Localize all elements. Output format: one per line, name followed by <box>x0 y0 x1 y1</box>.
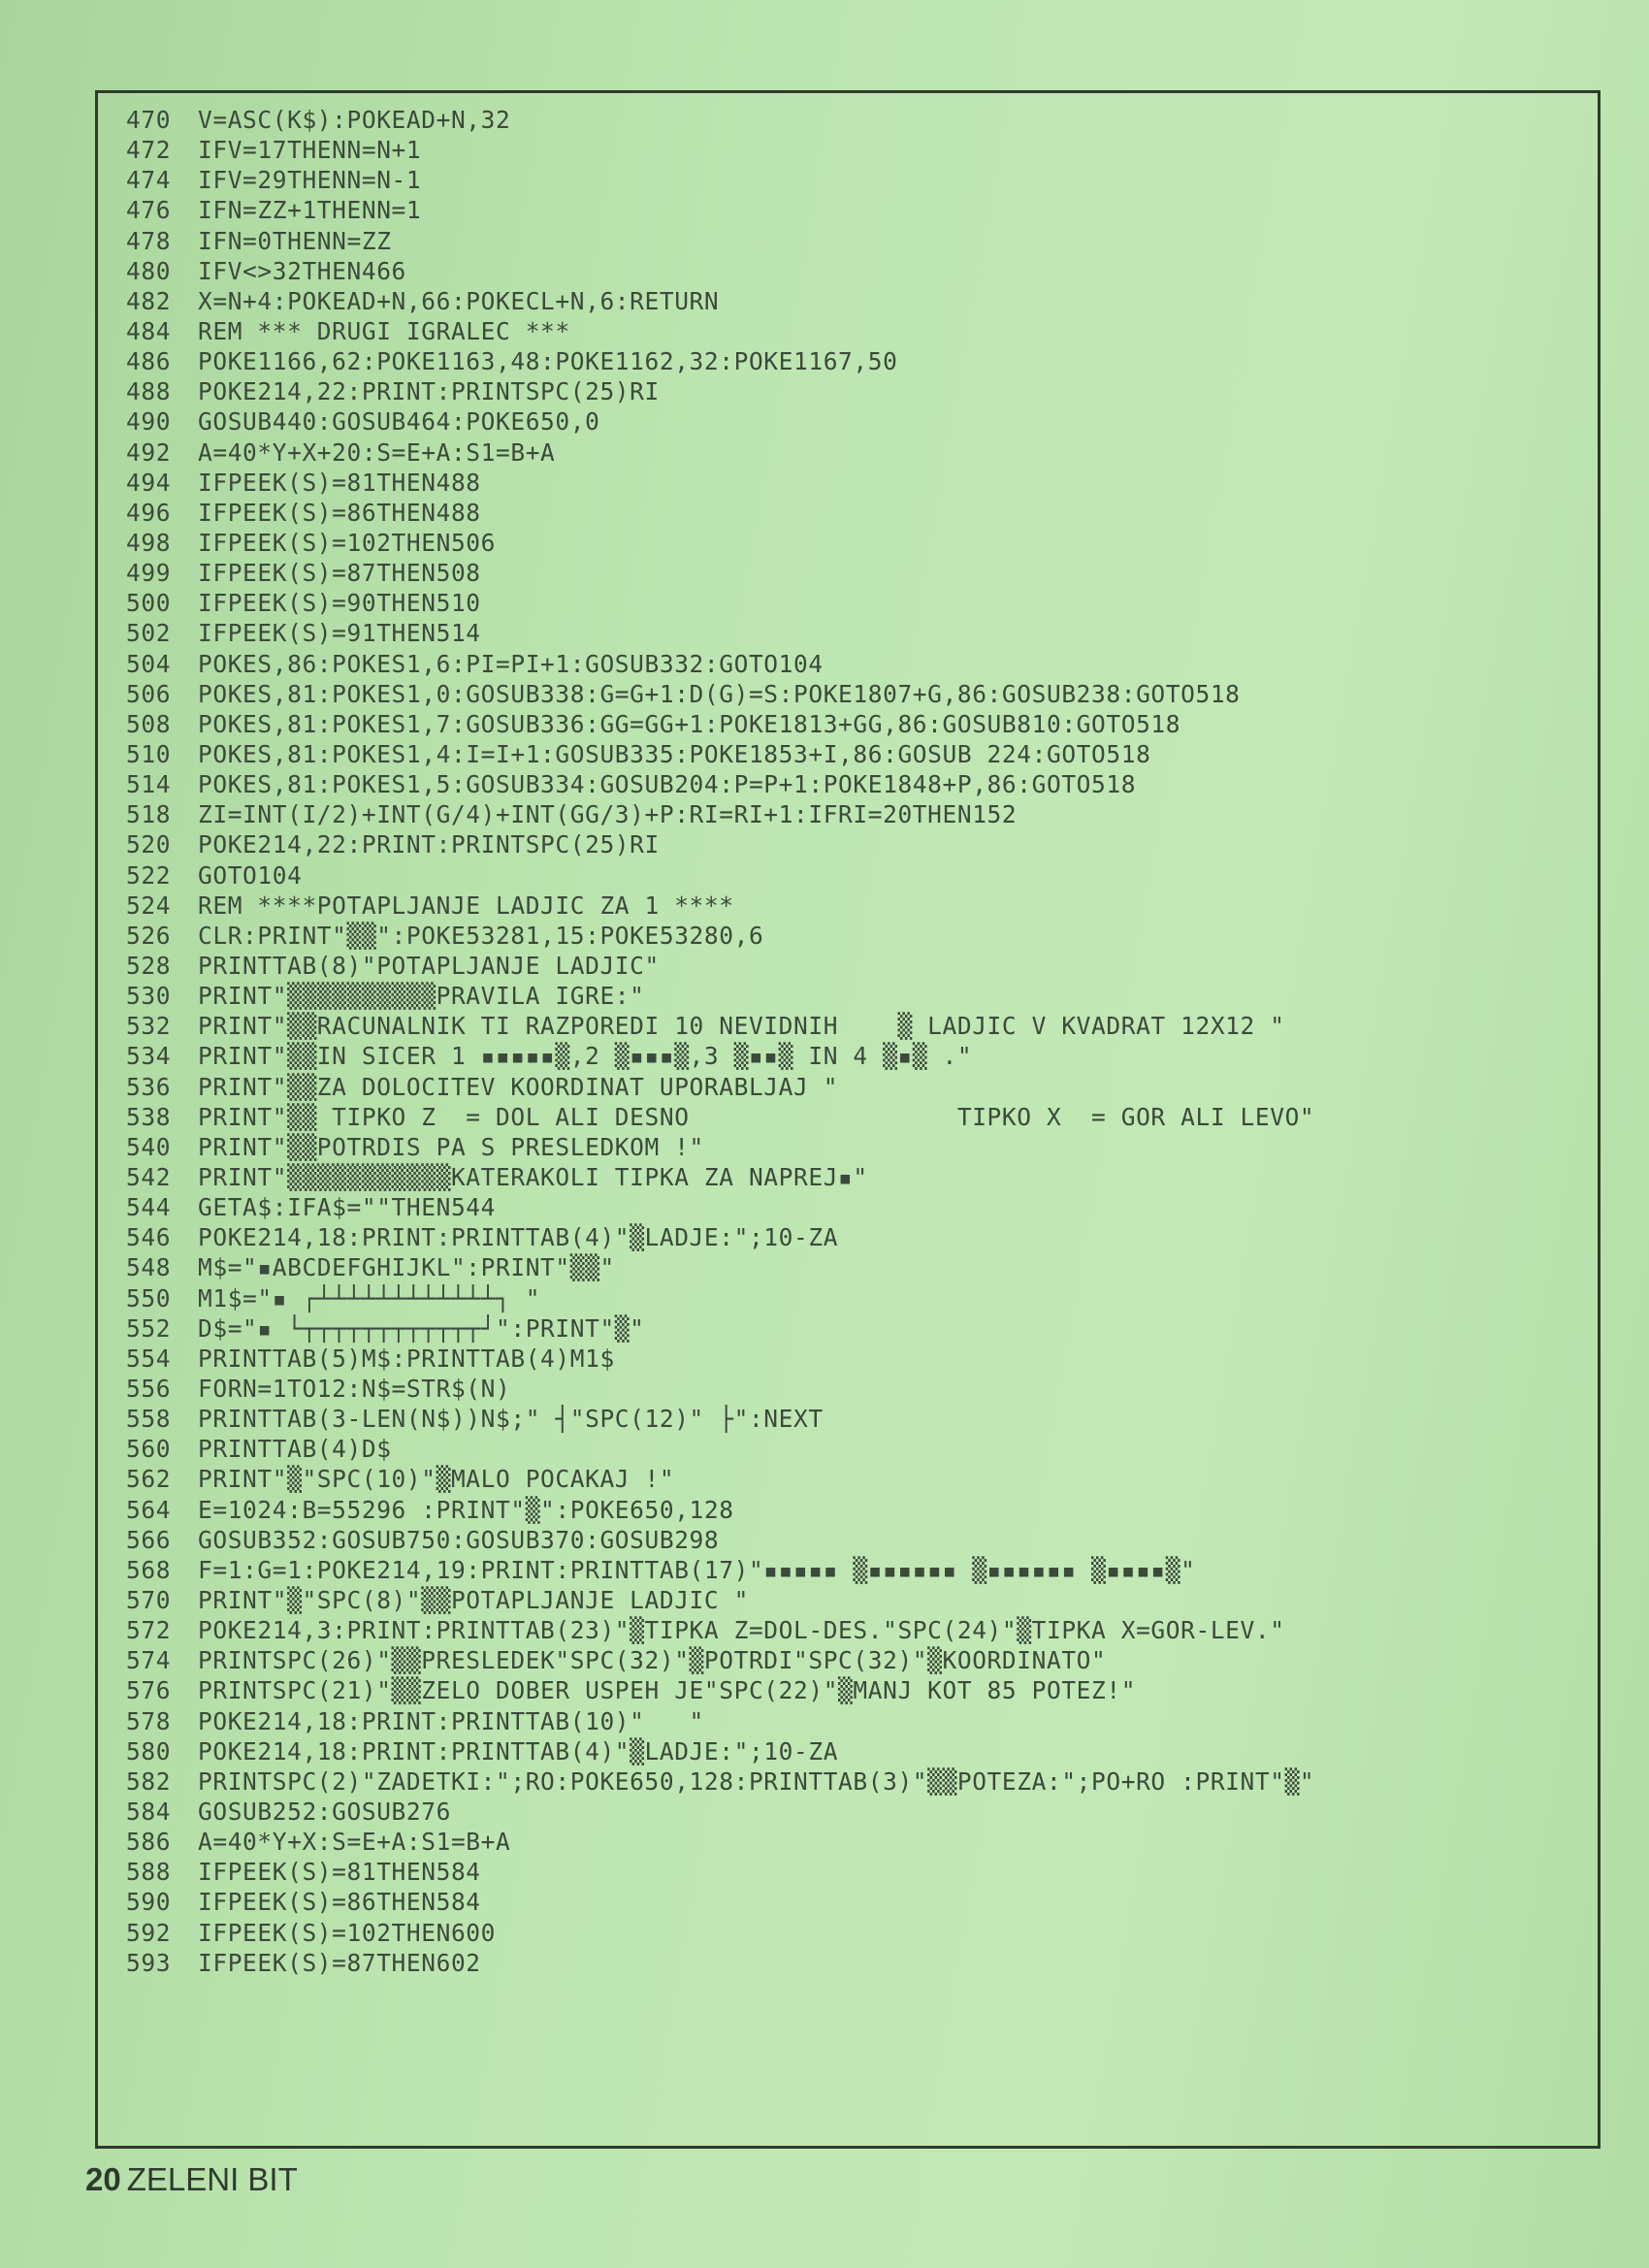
line-number: 510 <box>126 740 172 769</box>
line-number: 582 <box>126 1766 172 1796</box>
line-code: POKES,81:POKES1,4:I=I+1:GOSUB335:POKE1853+I,86:GOSUB 224:GOTO518 <box>198 740 1151 769</box>
code-line <box>126 799 1581 829</box>
line-number: 494 <box>126 468 172 497</box>
code-line <box>126 1705 1581 1735</box>
line-code: E=1024:B=55296 :PRINT"▒":POKE650,128 <box>198 1495 734 1524</box>
line-number: 498 <box>126 529 172 558</box>
line-code: IFPEEK(S)=86THEN584 <box>198 1888 481 1917</box>
line-number: 584 <box>126 1797 172 1826</box>
code-line <box>126 1011 1581 1041</box>
code-line <box>126 1615 1581 1645</box>
line-number: 586 <box>126 1828 172 1857</box>
line-code: POKE214,3:PRINT:PRINTTAB(23)"▒TIPKA Z=DOL-DES."SPC(24)"▒TIPKA X=GOR-LEV." <box>198 1616 1285 1645</box>
line-code: POKE214,18:PRINT:PRINTTAB(4)"▒LADJE:";10-ZA <box>198 1223 839 1252</box>
line-number: 518 <box>126 800 172 829</box>
code-line <box>126 437 1581 468</box>
code-line <box>126 195 1581 225</box>
page-footer <box>85 2161 298 2198</box>
line-code: M1$="▪ ┌┴┴┴┴┴┴┴┴┴┴┴┴┐ " <box>198 1283 541 1312</box>
line-code: GOTO104 <box>198 860 303 890</box>
code-line <box>126 1585 1581 1615</box>
code-line <box>126 1192 1581 1222</box>
line-number: 492 <box>126 437 172 467</box>
line-number: 534 <box>126 1042 172 1071</box>
line-number: 528 <box>126 952 172 980</box>
line-code: IFPEEK(S)=102THEN506 <box>198 529 497 558</box>
code-line <box>126 981 1581 1011</box>
code-line <box>126 1434 1581 1464</box>
line-code: PRINT"▒"SPC(8)"▒▒POTAPLJANJE LADJIC " <box>198 1585 749 1614</box>
code-line <box>126 105 1581 135</box>
line-code: POKE1166,62:POKE1163,48:POKE1162,32:POKE1167,50 <box>198 347 898 376</box>
line-number: 478 <box>126 226 172 255</box>
line-code: ZI=INT(I/2)+INT(G/4)+INT(GG/3)+P:RI=RI+1:IFRI=20THEN152 <box>198 800 1018 829</box>
line-code: POKE214,22:PRINT:PRINTSPC(25)RI <box>198 830 660 859</box>
code-line <box>126 286 1581 316</box>
line-number: 470 <box>126 106 172 135</box>
line-code: POKE214,22:PRINT:PRINTSPC(25)RI <box>198 377 660 406</box>
code-line <box>126 558 1581 588</box>
line-code: CLR:PRINT"▒▒":POKE53281,15:POKE53280,6 <box>198 921 764 950</box>
line-number: 544 <box>126 1193 172 1222</box>
code-line <box>126 226 1581 256</box>
line-code: PRINT"▒▒ TIPKO Z = DOL ALI DESNO TIPKO X = GOR ALI LEVO" <box>198 1102 1315 1131</box>
line-code: POKE214,18:PRINT:PRINTTAB(4)"▒LADJE:";10-ZA <box>198 1736 839 1766</box>
code-line <box>126 1344 1581 1374</box>
line-code: PRINTTAB(3-LEN(N$))N$;" ┤"SPC(12)" ├":NEXT <box>198 1405 824 1434</box>
line-number: 490 <box>126 407 172 437</box>
line-code: F=1:G=1:POKE214,19:PRINT:PRINTTAB(17)"▪▪▪▪▪ ▒▪▪▪▪▪▪ ▒▪▪▪▪▪▪ ▒▪▪▪▪▒" <box>198 1555 1196 1584</box>
line-code: IFPEEK(S)=102THEN600 <box>198 1918 497 1947</box>
line-number: 540 <box>126 1132 172 1161</box>
line-number: 536 <box>126 1072 172 1101</box>
line-number: 592 <box>126 1918 172 1947</box>
line-number: 590 <box>126 1888 172 1917</box>
code-line <box>126 316 1581 346</box>
line-code: PRINT"▒▒▒▒▒▒▒▒▒▒▒KATERAKOLI TIPKA ZA NAPREJ▪" <box>198 1162 868 1191</box>
code-line <box>126 649 1581 679</box>
code-line <box>126 739 1581 769</box>
code-line <box>126 376 1581 406</box>
line-number: 520 <box>126 830 172 859</box>
line-code: A=40*Y+X+20:S=E+A:S1=B+A <box>198 437 556 467</box>
code-line <box>126 1675 1581 1705</box>
line-number: 560 <box>126 1435 172 1464</box>
line-number: 524 <box>126 891 172 920</box>
line-number: 542 <box>126 1162 172 1191</box>
code-line <box>126 468 1581 498</box>
line-code: GETA$:IFA$=""THEN544 <box>198 1193 497 1222</box>
line-number: 496 <box>126 498 172 527</box>
line-code: REM *** DRUGI IGRALEC *** <box>198 317 570 346</box>
line-code: PRINTTAB(8)"POTAPLJANJE LADJIC" <box>198 952 660 980</box>
line-code: IFV=17THENN=N+1 <box>198 136 422 165</box>
code-line <box>126 679 1581 709</box>
line-number: 474 <box>126 166 172 195</box>
line-code: A=40*Y+X:S=E+A:S1=B+A <box>198 1828 511 1857</box>
line-number: 574 <box>126 1646 172 1675</box>
code-line <box>126 1041 1581 1071</box>
code-line <box>126 951 1581 981</box>
line-code: IFPEEK(S)=86THEN488 <box>198 498 481 527</box>
line-code: REM ****POTAPLJANJE LADJIC ZA 1 **** <box>198 891 734 920</box>
line-number: 522 <box>126 860 172 890</box>
line-code: PRINTSPC(21)"▒▒ZELO DOBER USPEH JE"SPC(22)"▒MANJ KOT 85 POTEZ!" <box>198 1676 1137 1705</box>
code-line <box>126 1525 1581 1555</box>
line-number: 502 <box>126 619 172 648</box>
line-number: 530 <box>126 982 172 1011</box>
line-number: 482 <box>126 286 172 315</box>
page-number: 20 <box>85 2161 121 2197</box>
line-code: GOSUB352:GOSUB750:GOSUB370:GOSUB298 <box>198 1525 720 1554</box>
code-line <box>126 1282 1581 1312</box>
code-line <box>126 709 1581 739</box>
line-code: D$="▪ └┬┬┬┬┬┬┬┬┬┬┬┬┘":PRINT"▒" <box>198 1313 645 1343</box>
line-number: 514 <box>126 770 172 799</box>
code-line <box>126 860 1581 891</box>
line-number: 566 <box>126 1525 172 1554</box>
line-code: V=ASC(K$):POKEAD+N,32 <box>198 106 511 135</box>
line-number: 548 <box>126 1253 172 1282</box>
line-number: 554 <box>126 1344 172 1373</box>
line-code: IFN=0THENN=ZZ <box>198 226 392 255</box>
line-code: IFPEEK(S)=81THEN488 <box>198 468 481 497</box>
code-line <box>126 1313 1581 1344</box>
line-code: IFPEEK(S)=87THEN508 <box>198 559 481 588</box>
code-line <box>126 406 1581 437</box>
line-number: 568 <box>126 1555 172 1584</box>
line-code: POKES,81:POKES1,5:GOSUB334:GOSUB204:P=P+1:POKE1848+P,86:GOTO518 <box>198 770 1137 799</box>
line-code: PRINT"▒▒RACUNALNIK TI RAZPOREDI 10 NEVIDNIH ▒ LADJIC V KVADRAT 12X12 " <box>198 1012 1285 1041</box>
line-code: POKES,86:POKES1,6:PI=PI+1:GOSUB332:GOTO104 <box>198 649 824 678</box>
line-code: IFV=29THENN=N-1 <box>198 166 422 195</box>
line-code: IFPEEK(S)=91THEN514 <box>198 619 481 648</box>
line-number: 476 <box>126 196 172 225</box>
code-line <box>126 1857 1581 1887</box>
code-line <box>126 588 1581 618</box>
code-line <box>126 1948 1581 1978</box>
code-line <box>126 1645 1581 1675</box>
line-number: 550 <box>126 1283 172 1312</box>
line-number: 504 <box>126 649 172 678</box>
line-number: 508 <box>126 709 172 738</box>
code-line <box>126 498 1581 528</box>
code-line <box>126 1464 1581 1494</box>
line-code: PRINTSPC(26)"▒▒PRESLEDEK"SPC(32)"▒POTRDI"SPC(32)"▒KOORDINATO" <box>198 1646 1107 1675</box>
line-number: 532 <box>126 1012 172 1041</box>
line-number: 558 <box>126 1405 172 1434</box>
basic-code-listing <box>126 105 1581 1978</box>
code-line <box>126 1887 1581 1917</box>
magazine-title: ZELENI BIT <box>126 2161 298 2197</box>
line-number: 572 <box>126 1616 172 1645</box>
code-line <box>126 165 1581 195</box>
code-line <box>126 1162 1581 1192</box>
code-line <box>126 1072 1581 1102</box>
line-code: GOSUB252:GOSUB276 <box>198 1797 451 1826</box>
code-line <box>126 1132 1581 1162</box>
line-number: 484 <box>126 317 172 346</box>
code-line <box>126 1917 1581 1947</box>
line-number: 538 <box>126 1102 172 1131</box>
line-code: PRINT"▒▒▒▒▒▒▒▒▒▒PRAVILA IGRE:" <box>198 982 645 1011</box>
line-number: 570 <box>126 1585 172 1614</box>
line-number: 562 <box>126 1465 172 1494</box>
code-line <box>126 346 1581 376</box>
line-number: 552 <box>126 1313 172 1343</box>
line-number: 526 <box>126 921 172 950</box>
line-code: PRINT"▒▒ZA DOLOCITEV KOORDINAT UPORABLJAJ " <box>198 1072 839 1101</box>
line-code: PRINT"▒▒POTRDIS PA S PRESLEDKOM !" <box>198 1132 704 1161</box>
line-number: 580 <box>126 1736 172 1766</box>
line-code: PRINTTAB(4)D$ <box>198 1435 392 1464</box>
line-code: POKES,81:POKES1,7:GOSUB336:GG=GG+1:POKE1813+GG,86:GOSUB810:GOTO518 <box>198 709 1181 738</box>
code-line <box>126 1736 1581 1766</box>
line-number: 556 <box>126 1374 172 1403</box>
code-line <box>126 1222 1581 1252</box>
line-code: IFPEEK(S)=81THEN584 <box>198 1858 481 1887</box>
line-number: 499 <box>126 559 172 588</box>
line-code: POKE214,18:PRINT:PRINTTAB(10)" " <box>198 1706 704 1735</box>
code-line <box>126 1252 1581 1282</box>
line-number: 488 <box>126 377 172 406</box>
line-code: PRINT"▒▒IN SICER 1 ▪▪▪▪▪▒,2 ▒▪▪▪▒,3 ▒▪▪▒ IN 4 ▒▪▒ ." <box>198 1042 973 1071</box>
line-number: 546 <box>126 1223 172 1252</box>
line-number: 588 <box>126 1858 172 1887</box>
code-line <box>126 769 1581 799</box>
code-line <box>126 1555 1581 1585</box>
code-line <box>126 1827 1581 1857</box>
line-number: 506 <box>126 679 172 708</box>
line-number: 486 <box>126 347 172 376</box>
line-number: 480 <box>126 256 172 285</box>
line-number: 472 <box>126 136 172 165</box>
code-line <box>126 528 1581 558</box>
line-code: PRINTTAB(5)M$:PRINTTAB(4)M1$ <box>198 1344 615 1373</box>
line-number: 593 <box>126 1948 172 1977</box>
code-line <box>126 256 1581 286</box>
code-line <box>126 1766 1581 1797</box>
line-code: POKES,81:POKES1,0:GOSUB338:G=G+1:D(G)=S:POKE1807+G,86:GOSUB238:GOTO518 <box>198 679 1241 708</box>
line-code: PRINTSPC(2)"ZADETKI:";RO:POKE650,128:PRINTTAB(3)"▒▒POTEZA:";PO+RO :PRINT"▒" <box>198 1766 1315 1796</box>
code-line <box>126 829 1581 859</box>
code-line <box>126 1494 1581 1524</box>
line-code: X=N+4:POKEAD+N,66:POKECL+N,6:RETURN <box>198 286 720 315</box>
code-line <box>126 1102 1581 1132</box>
code-line <box>126 1374 1581 1404</box>
line-code: IFPEEK(S)=90THEN510 <box>198 589 481 618</box>
code-line <box>126 891 1581 921</box>
line-code: M$="▪ABCDEFGHIJKL":PRINT"▒▒" <box>198 1253 615 1282</box>
code-line <box>126 135 1581 165</box>
line-number: 578 <box>126 1706 172 1735</box>
line-code: IFN=ZZ+1THENN=1 <box>198 196 422 225</box>
line-number: 576 <box>126 1676 172 1705</box>
line-number: 500 <box>126 589 172 618</box>
code-line <box>126 921 1581 951</box>
code-line <box>126 618 1581 648</box>
line-code: IFPEEK(S)=87THEN602 <box>198 1948 481 1977</box>
line-code: IFV<>32THEN466 <box>198 256 406 285</box>
line-code: GOSUB440:GOSUB464:POKE650,0 <box>198 407 600 437</box>
code-line <box>126 1797 1581 1827</box>
line-number: 564 <box>126 1495 172 1524</box>
code-line <box>126 1404 1581 1434</box>
line-code: PRINT"▒"SPC(10)"▒MALO POCAKAJ !" <box>198 1465 675 1494</box>
line-code: FORN=1TO12:N$=STR$(N) <box>198 1374 511 1403</box>
